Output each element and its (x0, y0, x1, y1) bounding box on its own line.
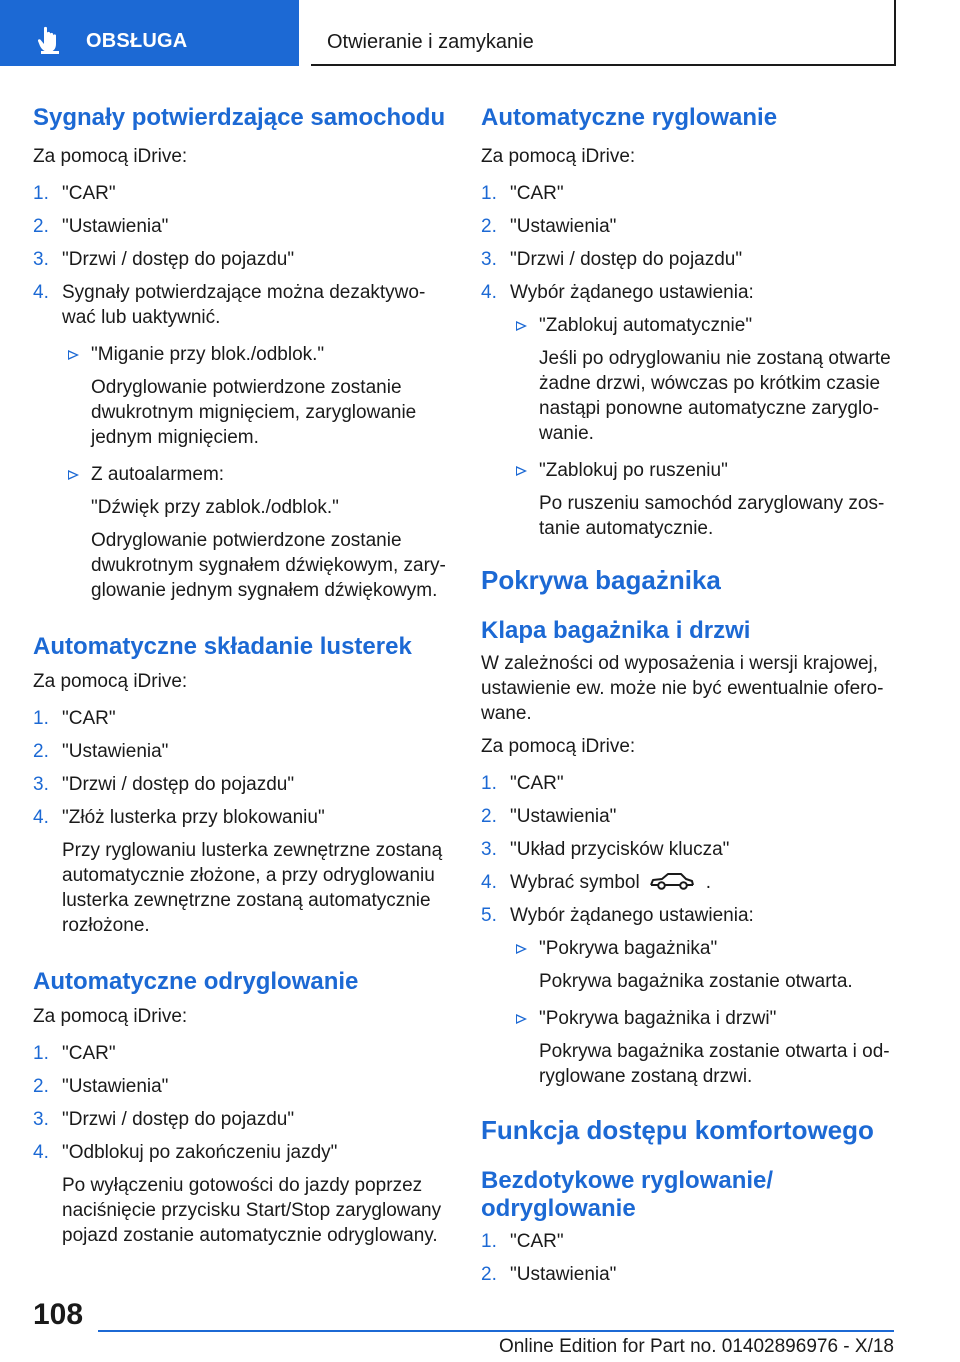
sub-item-line: "Dźwięk przy zablok./odblok." (91, 497, 339, 518)
list-number: 2. (481, 1264, 497, 1285)
triangle-bullet-icon (516, 466, 527, 476)
list-number: 2. (481, 216, 497, 237)
sub-item-desc: Odryglowanie potwierdzone zostanie dwukrotnym sygnałem dźwiękowym, zary-glowanie jednym sygnałem dźwiękowym. (91, 530, 446, 601)
car-trunk-icon (648, 870, 696, 892)
list-number: 2. (481, 806, 497, 827)
list-number: 2. (33, 741, 49, 762)
intro-text: Za pomocą iDrive: (33, 671, 188, 692)
list-item (481, 903, 899, 1089)
list-number: 3. (481, 839, 497, 860)
list-item-text: "Drzwi / dostęp do pojazdu" (62, 249, 295, 270)
list-number: 3. (33, 1109, 49, 1130)
list-item-text: "CAR" (62, 1043, 116, 1064)
hand-pointer-icon (38, 26, 64, 54)
intro-text: Za pomocą iDrive: (33, 1006, 188, 1027)
list-number: 2. (33, 216, 49, 237)
list-number: 4. (33, 1142, 49, 1163)
list-item (33, 280, 451, 603)
numbered-list (33, 706, 451, 938)
list-item-text: Wybór żądanego ustawienia: (510, 282, 754, 303)
sub-item-title: "Miganie przy blok./odblok." (91, 344, 325, 365)
list-item (33, 1074, 451, 1099)
list-item (481, 214, 899, 239)
list-item (481, 181, 899, 206)
list-number: 1. (481, 183, 497, 204)
list-item (33, 1140, 451, 1248)
section-heading: Automatyczne ryglowanie (481, 104, 778, 131)
note-text: W zależności od wyposażenia i wersji krajowej, ustawienie ew. może nie być ewentualnie ofero-wane. (481, 653, 884, 724)
numbered-list (33, 181, 451, 603)
list-number: 2. (33, 1076, 49, 1097)
sub-item (510, 936, 899, 961)
numbered-list (33, 1041, 451, 1248)
list-item-text: "CAR" (62, 183, 116, 204)
sub-item-desc: Jeśli po odryglowaniu nie zostaną otwarte żadne drzwi, wówczas po krótkim czasie nastąpi ponowne automatyczne zaryglo-wanie. (539, 348, 891, 444)
intro-text: Za pomocą iDrive: (481, 146, 636, 167)
left-column (33, 100, 451, 1248)
triangle-bullet-icon (516, 944, 527, 954)
list-number: 5. (481, 905, 497, 926)
footer-divider (98, 1330, 894, 1332)
sub-item-title: "Pokrywa bagażnika" (539, 938, 718, 959)
section-heading-large: Funkcja dostępu komfortowego (481, 1115, 874, 1145)
page-number: 108 (33, 1298, 84, 1331)
list-item (481, 1229, 899, 1254)
list-item-suffix: . (705, 872, 711, 893)
sub-item (510, 313, 899, 338)
list-item (481, 247, 899, 272)
list-item-text: Wybór żądanego ustawienia: (510, 905, 754, 926)
list-item-text: "Drzwi / dostęp do pojazdu" (62, 774, 295, 795)
list-number: 4. (33, 282, 49, 303)
list-number: 1. (33, 1043, 49, 1064)
list-item-text: "CAR" (510, 773, 564, 794)
list-item-text: "Drzwi / dostęp do pojazdu" (62, 1109, 295, 1130)
numbered-list (481, 181, 899, 541)
section-heading-large: Pokrywa bagażnika (481, 565, 721, 595)
header-title-box (311, 0, 896, 66)
list-item-text: Wybrać symbol (510, 872, 640, 893)
list-item-text: "Ustawienia" (510, 216, 617, 237)
list-item (33, 772, 451, 797)
page-title: Otwieranie i zamykanie (327, 31, 534, 53)
list-item-text: "CAR" (510, 1231, 564, 1252)
list-item-text: "Złóż lusterka przy blokowaniu" (62, 807, 325, 828)
sub-item-title: "Zablokuj po ruszeniu" (539, 460, 728, 481)
section-subheading: Bezdotykowe ryglowanie/ odryglowanie (481, 1167, 774, 1222)
header-tab-label: OBSŁUGA (86, 30, 188, 52)
triangle-bullet-icon (516, 1014, 527, 1024)
list-item-text: "CAR" (510, 183, 564, 204)
list-number: 3. (33, 249, 49, 270)
sub-item-title: "Pokrywa bagażnika i drzwi" (539, 1008, 777, 1029)
list-item-text: Sygnały potwierdzające można dezaktywo-wać lub uaktywnić. (62, 282, 426, 328)
list-item-text: "Drzwi / dostęp do pojazdu" (510, 249, 743, 270)
list-item-text: "Ustawienia" (510, 806, 617, 827)
list-item (33, 1107, 451, 1132)
list-item (33, 1041, 451, 1066)
list-number: 4. (481, 872, 497, 893)
list-number: 3. (33, 774, 49, 795)
sub-item-title: Z autoalarmem: (91, 464, 225, 485)
list-item (481, 771, 899, 796)
list-item-text: "Ustawienia" (510, 1264, 617, 1285)
list-item (33, 214, 451, 239)
section-heading: Sygnały potwierdzające samochodu (33, 104, 446, 131)
sub-item-desc: Pokrywa bagażnika zostanie otwarta i od-ryglowane zostaną drzwi. (539, 1041, 890, 1087)
list-item (33, 247, 451, 272)
list-number: 1. (33, 708, 49, 729)
numbered-list (481, 771, 899, 1089)
sub-item (62, 462, 451, 487)
list-number: 1. (481, 1231, 497, 1252)
sub-item-desc: Po ruszeniu samochód zaryglowany zos-tanie automatycznie. (539, 493, 885, 539)
sub-item (62, 342, 451, 367)
list-item (33, 739, 451, 764)
list-number: 4. (33, 807, 49, 828)
list-number: 1. (481, 773, 497, 794)
sub-item-title: "Zablokuj automatycznie" (539, 315, 753, 336)
sub-item (510, 1006, 899, 1031)
list-item (481, 837, 899, 862)
list-item (33, 706, 451, 731)
list-item (481, 1262, 899, 1287)
list-number: 1. (33, 183, 49, 204)
list-item (33, 181, 451, 206)
list-item (481, 280, 899, 541)
triangle-bullet-icon (516, 321, 527, 331)
numbered-list (481, 1229, 899, 1287)
intro-text: Za pomocą iDrive: (481, 736, 636, 757)
right-column (481, 100, 899, 1287)
sub-item (510, 458, 899, 483)
list-item (481, 870, 899, 895)
triangle-bullet-icon (68, 350, 79, 360)
item-desc: Przy ryglowaniu lusterka zewnętrzne zostaną automatycznie złożone, a przy odryglowaniu lusterka zewnętrzne zostaną automatycznie rozłożone. (62, 840, 443, 936)
list-item-text: "Odblokuj po zakończeniu jazdy" (62, 1142, 338, 1163)
section-heading: Automatyczne odryglowanie (33, 968, 359, 995)
triangle-bullet-icon (68, 470, 79, 480)
list-item (481, 804, 899, 829)
list-item-text: "CAR" (62, 708, 116, 729)
section-heading: Automatyczne składanie lusterek (33, 633, 412, 660)
list-item-text: "Ustawienia" (62, 741, 169, 762)
section-subheading: Klapa bagażnika i drzwi (481, 617, 751, 644)
list-number: 3. (481, 249, 497, 270)
list-number: 4. (481, 282, 497, 303)
list-item-text: "Ustawienia" (62, 216, 169, 237)
header-section-tab[interactable] (0, 0, 299, 66)
sub-item-desc: Odryglowanie potwierdzone zostanie dwukrotnym mignięciem, zaryglowanie jednym mignięciem. (91, 377, 417, 448)
sub-item-desc: Pokrywa bagażnika zostanie otwarta. (539, 971, 853, 992)
item-desc: Po wyłączeniu gotowości do jazdy poprzez naciśnięcie przycisku Start/Stop zaryglowany pojazd zostanie automatycznie odryglowany. (62, 1175, 442, 1246)
list-item (33, 805, 451, 938)
intro-text: Za pomocą iDrive: (33, 146, 188, 167)
list-item-text: "Układ przycisków klucza" (510, 839, 730, 860)
list-item-text: "Ustawienia" (62, 1076, 169, 1097)
footer-edition: Online Edition for Part no. 01402896976 - X/18 (498, 1336, 894, 1357)
